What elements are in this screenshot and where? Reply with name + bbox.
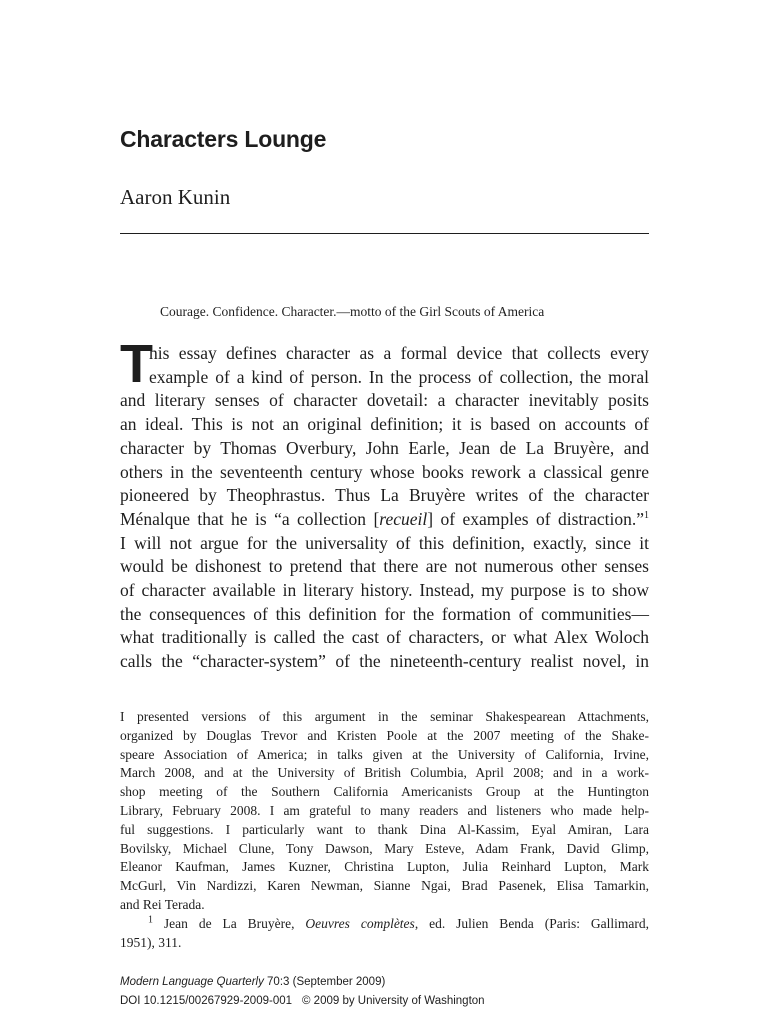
body-line: would be dishonest to pretend that there are not numerous other senses [120, 556, 649, 577]
acknowledgment-line: speare Association of America; in talks given at the University of California, Irvine, [120, 746, 649, 762]
acknowledgment-line: shop meeting of the Southern California Americanists Group at the Huntington [120, 784, 649, 800]
acknowledgment-line: Bovilsky, Michael Clune, Tony Dawson, Mary Esteve, Adam Frank, David Glimp, [120, 840, 649, 856]
footnote-1-text: Jean de La Bruyère, [153, 915, 306, 931]
acknowledgment-line: organized by Douglas Trevor and Kristen Poole at the 2007 meeting of the Shake- [120, 727, 649, 743]
copyright: © 2009 by University of Washington [302, 995, 485, 1007]
footnote-marker-1[interactable]: 1 [643, 510, 649, 522]
journal-name: Modern Language Quarterly [120, 976, 264, 988]
body-line: the consequences of this definition for the formation of communities— [120, 603, 649, 624]
doi-line [120, 994, 485, 1009]
body-line: an ideal. This is not an original definition; it is based on accounts of [120, 414, 649, 435]
body-line: pioneered by Theophrastus. Thus La Bruyère writes of the character [120, 485, 649, 506]
title-divider [120, 233, 649, 234]
journal-citation [120, 975, 385, 990]
footnote-1-italic: Oeuvres complètes [305, 915, 415, 931]
body-line: calls the “character-system” of the nineteenth-century realist novel, in [120, 651, 649, 672]
article-title: Characters Lounge [120, 126, 327, 152]
body-line: I will not argue for the universality of this definition, exactly, since it [120, 532, 649, 553]
footnotes [120, 708, 649, 952]
body-line: his essay defines character as a formal device that collects every [149, 343, 649, 363]
acknowledgment-line: March 2008, and at the University of British Columbia, April 2008; and in a work- [120, 765, 649, 781]
journal-issue: 70:3 (September 2009) [263, 976, 386, 988]
acknowledgment-line: Eleanor Kaufman, James Kuzner, Christina Lupton, Julia Reinhard Lupton, Mark [120, 859, 649, 875]
footnote-1-text: , ed. Julien Benda (Paris: Gallimard, [414, 915, 649, 931]
footnote-1-line2: 1951), 311. [120, 934, 182, 950]
body-line [120, 508, 649, 532]
body-line: and literary senses of character dovetail: a character inevitably posits [120, 390, 649, 411]
acknowledgment-line: and Rei Terada. [120, 896, 205, 912]
footnote-1-marker: 1 [148, 914, 153, 926]
footnote-1 [120, 915, 649, 934]
body-line: character by Thomas Overbury, John Earle, Jean de La Bruyère, and [120, 437, 649, 458]
acknowledgment-line: I presented versions of this argument in the seminar Shakespearean Attachments, [120, 709, 649, 724]
body-line: what traditionally is called the cast of characters, or what Alex Woloch [120, 627, 649, 648]
epigraph: Courage. Confidence. Character.—motto of the Girl Scouts of America [160, 304, 545, 319]
acknowledgment-line: McGurl, Vin Nardizzi, Karen Newman, Sianne Ngai, Brad Pasenek, Elisa Tamarkin, [120, 878, 649, 894]
body-line: of character available in literary history. Instead, my purpose is to show [120, 580, 649, 601]
drop-cap: T [120, 334, 153, 394]
body-line-text: ] of examples of distraction.” [427, 508, 644, 529]
italic-term: recueil [379, 508, 428, 529]
body-paragraph [120, 342, 649, 674]
acknowledgment-line: Library, February 2008. I am grateful to many readers and listeners who made help- [120, 802, 649, 818]
acknowledgment-line: ful suggestions. I particularly want to thank Dina Al-Kassim, Eyal Amiran, Lara [120, 821, 649, 837]
doi: DOI 10.1215/00267929-2009-001 [120, 995, 293, 1007]
body-line: others in the seventeenth century whose books rework a classical genre [120, 461, 649, 482]
body-line: example of a kind of person. In the process of collection, the moral [149, 366, 649, 387]
body-line-text: Ménalque that he is “a collection [ [120, 508, 380, 529]
article-author: Aaron Kunin [120, 185, 231, 209]
